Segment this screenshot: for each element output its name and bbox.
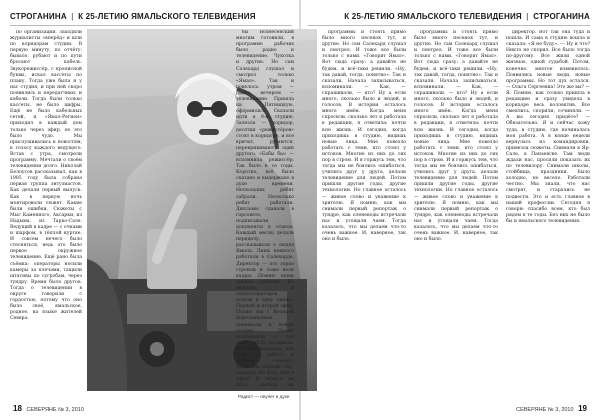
right-magazine-issue: СЕВЕРЯНЕ № 3, 2010 <box>516 407 574 413</box>
text-column-2 <box>236 30 294 390</box>
left-header-rule <box>10 25 292 26</box>
right-page-number: 19 <box>578 404 587 413</box>
left-page-footer <box>10 404 84 414</box>
left-section-name: СТРОГАНИНА <box>10 12 67 21</box>
right-header-separator: | <box>526 12 529 21</box>
left-page-number: 18 <box>13 404 22 413</box>
right-page-footer <box>516 404 590 414</box>
text-column-4 <box>506 30 590 400</box>
left-magazine-issue: СЕВЕРЯНЕ № 3, 2010 <box>26 407 84 413</box>
text-column-4a <box>414 30 498 400</box>
right-header-title: К 25-ЛЕТИЮ ЯМАЛЬСКОГО ТЕЛЕВИДЕНИЯ <box>344 12 522 21</box>
column-3-text: программы и стоять прямо было много песенок тут, и другие. Но сам Салехард слушал и смотрел. И тоже все были только с нами. «Говорит Ямал». Вот сюда сразу: а давайте не будем, и всё-таки решили. «Ну, так давай, тогда, понятно». Так и сказали. Начала записываться, вспоминали. — Как, — спрашивали, — кто? Ну а если много, сколько было и людей, и голосов. В истории осталось много имён. Когда меня спросили, сколько лет я работала в редакции, я ответила: почти всю жизнь. И сегодня, когда приходишь в студию, видишь новые лица. Мне повезло работать с теми, кто стоял у истоков. Многие из них до сих пор в строю. И я горжусь тем, что тогда мы не боялись ошибаться, учились друг у друга, делали телевидение для людей. Потом пришли другие годы, другие технологии. Но главное осталось — живое слово и уважение к зрителю. Я помню, как мы снимали первый репортаж о тундре, как оленеводы встречали нас и угощали чаем. Тогда казалось, что мы делаем что-то очень важное. И, наверное, так оно и было. <box>322 30 406 243</box>
text-column-1 <box>10 30 82 400</box>
column-1-text: по организации. Заходили журналисты «вперёд» и шли по коридорам студии. В первую минуту, по отчёту: бывало, рубают и по пути бросают кабель. Звукорежиссёр, с прописной буквы, искал кассеты по плану. Тогда уже была и у нас студия, и при ней скоро появились и передатчики, и кабели. Тогда были только кассеты, не было цифры. Ещё не было кабельных сетей, и «Ямал-Регион» приходил в каждый дом только через эфир, но это было чудо. Мы прислушивались к новостям, к голосу каждого ведущего. Встав с утра, смотрели программу. Мечтали о своём телевидении долго. Николай Белоусов рассказывал, как в 1985 году была собрана первая группа энтузиастов. Как делали первый выпуск. Как в первую ночь монтировали сюжет. Какие были ошибки. Сюжеты с Мыс Каменного, Аксарки, из Надыма, из Тарко-Сале. Ведущий в кадре — с очками и шарфом, в тёплой куртке. И совсем нечего было стесняться, ведь это было первое окружное телевидение. Ещё рано была съёмка: операторы носили камеры за плечами, тащили штативы по сугробам, через тундру. Время было другое. Тогда о телевидении в округе говорили с гордостью, потому что оно было своё, ямальское, родное, на языке жителей Севера. <box>10 30 82 322</box>
right-section-name: СТРОГАНИНА <box>533 12 590 21</box>
right-header-rule <box>308 25 590 26</box>
column-4a-text: программы и стоять прямо было много песенок тут, и другие. Но сам Салехард слушал и смотрел. И тоже все были только с нами. «Говорит Ямал». Вот сюда сразу: а давайте не будем, и всё-таки решили. «Ну, так давай, тогда, понятно». Так и сказали. Начала записываться, вспоминали. — Как, — спрашивали, — кто? Ну а если много, сколько было и людей, и голосов. В истории осталось много имён. Когда меня спросили, сколько лет я работала в редакции, я ответила: почти всю жизнь. И сегодня, когда приходишь в студию, видишь новые лица. Мне повезло работать с теми, кто стоял у истоков. Многие из них до сих пор в строю. И я горжусь тем, что тогда мы не боялись ошибаться, учились друг у друга, делали телевидение для людей. Потом пришли другие годы, другие технологии. Но главное осталось — живое слово и уважение к зрителю. Я помню, как мы снимали первый репортаж о тундре, как оленеводы встречали нас и угощали чаем. Тогда казалось, что мы делаем что-то очень важное. И, наверное, так оно и было. <box>414 30 498 243</box>
photo-caption: Радист — неунет в духе <box>238 394 290 399</box>
left-header-title: К 25-ЛЕТИЮ ЯМАЛЬСКОГО ТЕЛЕВИДЕНИЯ <box>78 12 256 21</box>
left-page-header <box>10 12 256 24</box>
right-page-header <box>344 12 590 24</box>
text-column-3 <box>322 30 406 400</box>
column-4-text: директор. Вот так она туда и пошла. И сама в студию вошла и сказала: «Я не буду». — Ну и что? Никто не спорил. Все было тогда по-другому. Все жили одной жизнью, одной судьбой. Потом, конечно, многое изменилось. Появились новые люди, новые программы. Но тот дух остался. — Ольга Сергеевна! Это же вы? — Я. Помню, как только пришла в редакцию и сразу увидела в коридоре весь коллектив. Все смеялись, спорили, сочиняли. — А вы сегодня придёте? — Обязательно. Я и сейчас хожу туда, в студию, где начиналась моя работа. А в конце недели вернулась из командировки, привезла сюжеты. Снимали в Яр-Сале, в Панаевске. Там люди ждали нас, просили показать их по телевизору. Снимали школы, стойбища, праздники. Было холодно, но весело. Работали честно. Мы знали, что нас смотрят, и старались не подвести. Это и есть главное в нашей профессии. Сегодня я говорю спасибо всем, кто был рядом в те годы. Без них не было бы и ямальского телевидения. <box>506 30 590 224</box>
left-header-separator: | <box>71 12 74 21</box>
column-2-text: бы Вознесенский многим готовили, в программе рабочих было радио и телевидение. Чукотка и другие. Но сам Салехард слушал и смотрел только «Ямал». Так и повелось: утром — радио, вечером — телевидение. Пришла на Пятницкую, оформилась. Сказали идти в 9-ю студию. Залезла — коридор, десятки «режиссёров» стоят в коридоре, и все кричат, ругаются, перекрикивают один другого. «Бабы бы» — вспомнила режиссёр. Так было в те годы. Коротко, всё было сказано и выдержано в духе времени. Нескольких ребят забрали. Несколько ребят работали. Дипломы сдавали в горсовете, подписывали документы в отделе. Каждый месяц делали передачу, рассказывали о людях Ямала. Лишь немного работали в Салехарде. Директор — это зорко строили и тоже вели кадры. Помню наши первые рабочие. Из ведущих и звукооператоров встали в одну линию. Первый и второй эфир. Позже мы с Володей Воротниковым переехали в новую студию. Позже вспоминали о той зиме, когда начинали. Мы ещё помнили, как шли на работу и сдавали сюжеты. Написали первый: «Ну, сказали. Не хочу тебе в эфир! И ничего не было, ничего не <box>236 30 294 389</box>
